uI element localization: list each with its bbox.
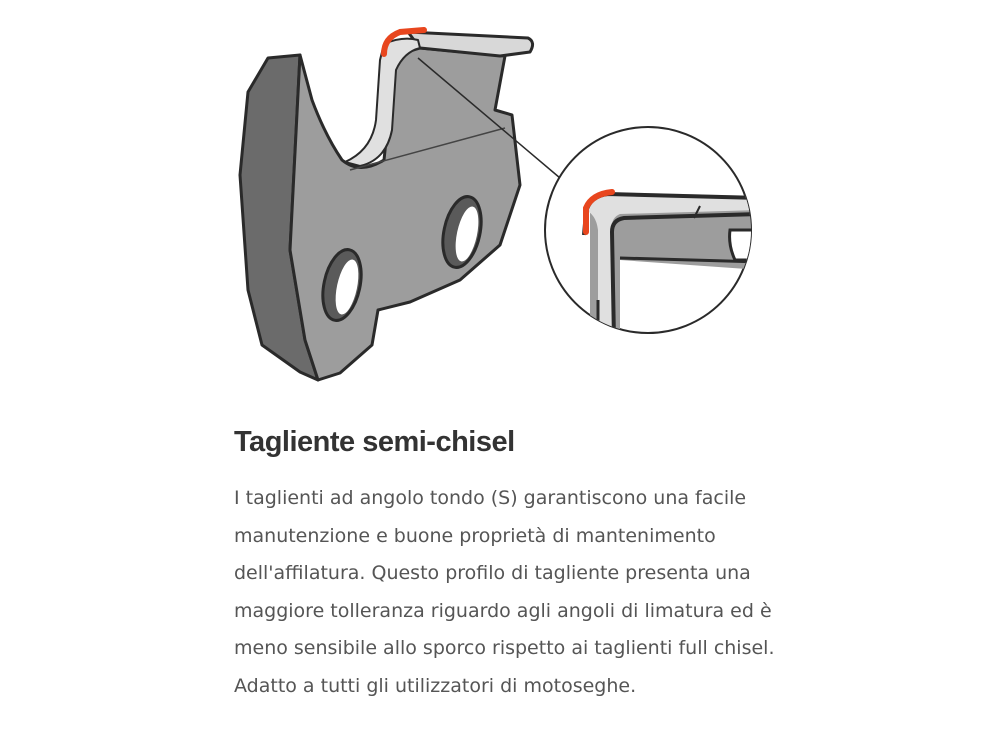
- cutter-body: [290, 48, 520, 380]
- text-block: [234, 420, 794, 705]
- feature-description: I taglienti ad angolo tondo (S) garantiscono una facile manutenzione e buone proprietà di mantenimento dell'affilatura. Questo profilo di tagliente presenta una maggiore tolleranza riguardo agli angoli di limatura ed è meno sensibile allo sporco rispetto ai taglienti full chisel. Adatto a tutti gli utilizzatori di motoseghe.: [234, 487, 775, 697]
- feature-title: Tagliente semi-chisel: [234, 426, 515, 458]
